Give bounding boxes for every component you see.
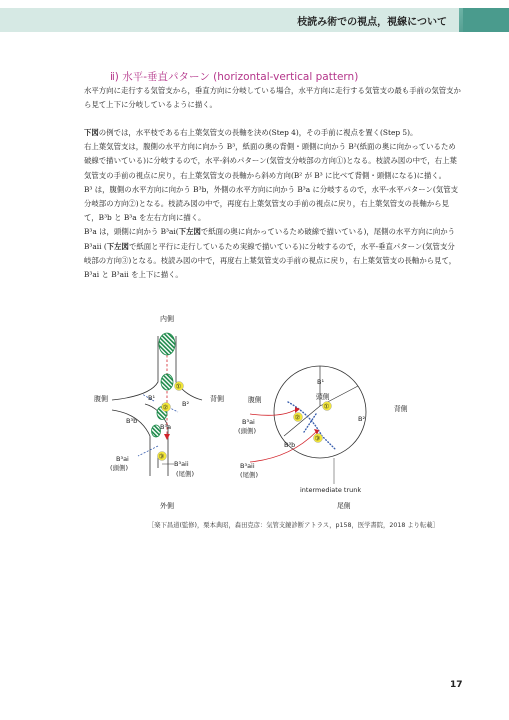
left-ring-2 (161, 374, 173, 390)
right-b3aii-label: B³aii (240, 462, 255, 470)
figure-caption: ［楽下昌道(監修)，栗本典昭，森田克彦：気管支鏡診断アトラス，p158，医学書院，2018 より転載］ (148, 522, 439, 529)
figure-ref-left-1: 下左図 (178, 227, 201, 237)
header-band-dark (463, 8, 509, 32)
left-label-inner: 内側 (160, 315, 174, 323)
left-label-outer: 外側 (160, 502, 174, 510)
left-b2-label: B² (182, 400, 190, 408)
body-paragraphs (84, 126, 462, 282)
right-b3b-label: B³b (284, 441, 296, 449)
right-b3ai-sub: (頭側) (238, 427, 257, 435)
right-trunk-label: intermediate trunk (300, 486, 362, 494)
right-label-cranial: 頭側 (316, 393, 330, 401)
left-b3aii-label: B³aii (174, 460, 189, 468)
left-b3a-label: B³a (160, 423, 172, 431)
left-marker-3: ③ (158, 452, 165, 461)
right-marker-1: ① (323, 402, 330, 411)
right-marker-3: ③ (314, 434, 321, 443)
paragraph-5c: で紙面と平行に走行しているため実線で描いている)に分岐するので，水平-垂直パターン(気管支分岐部の方向③)となる。枝読み図の中で，再度右上葉気管支の手前の視点に戻り，右上葉気管支の長軸から見て，B³ai と B³aii を上下に描く。 (84, 241, 457, 280)
right-b1-label: B¹ (317, 378, 325, 386)
right-label-dorsal: 背側 (394, 405, 408, 413)
page-number: 17 (450, 680, 463, 690)
bronchus-figure (90, 286, 430, 520)
left-ring-1 (159, 333, 175, 355)
left-marker-1: ① (175, 382, 182, 391)
left-diagram (94, 314, 224, 510)
intro-text: 水平方向に走行する気管支から，垂直方向に分岐している場合，水平方向に走行する気管支の最も手前の気管支から見て上下に分岐しているように描く。 (84, 86, 461, 110)
figure-ref-left-2: 下左図 (106, 241, 129, 251)
paragraph-5b: で紙面の奥に向かっているため破線で描いている)，尾側の水平方向に向かう B³aii ( (84, 227, 456, 251)
section-title: ⅱ) 水平-垂直パターン (horizontal-vertical pattern) (110, 71, 359, 83)
right-label-ventral: 腹側 (248, 396, 262, 404)
running-header: 枝読み術での視点，視線について (297, 17, 447, 28)
paragraph-5a: B³a は，頭側に向かう B³ai( (84, 227, 179, 237)
paragraph-2: の例では，水平枝である右上葉気管支の長軸を決め(Step 4)，その手前に視点を置く(Step 5)。 (98, 128, 418, 137)
right-label-caudal: 尾側 (337, 502, 351, 510)
right-b3aii-sub: (尾側) (240, 471, 259, 479)
left-b3ai-sub: (頭側) (110, 464, 129, 472)
left-b3aii-sub: (尾側) (176, 470, 195, 478)
left-bronchus-outline (112, 336, 158, 400)
right-marker-2: ② (294, 413, 301, 422)
figure-ref: 下図 (84, 128, 99, 137)
left-b3ai-line (138, 446, 158, 456)
left-marker-2: ② (162, 403, 169, 412)
paragraph-4: B³ は，腹側の水平方向に向かう B³b，外側の水平方向に向かう B³a に分岐するので，水平-水平パターン(気管支分岐部の方向②)となる。枝読み図の中で，再度右上葉気管支の手前の視点に戻り，右上葉気管支の長軸から見て，B³b と B³a を左右方向に描く。 (84, 184, 458, 223)
left-view-arrowhead (164, 434, 170, 440)
left-label-ventral: 腹側 (94, 395, 108, 403)
right-b2-label: B² (358, 415, 366, 423)
left-b1-label: B¹ (148, 394, 156, 402)
right-b3ai-label: B³ai (242, 418, 255, 426)
left-b3b-label: B³b (126, 417, 138, 425)
paragraph-3: 右上葉気管支は，腹側の水平方向に向かう B³，紙面の奥の背側・頭側に向かう B²(紙面の奥に向かっているため破線で描いている)に分岐するので，水平-斜めパターン(気管支分岐部の方向①)となる。枝読み図の中で，右上葉気管支の手前の視点に戻り，右上葉気管支の長軸から斜め方向(B² が B³ に比べて背側・頭側になる)に描く。 (84, 142, 457, 180)
intro-paragraph (84, 84, 462, 112)
left-b3ai-label: B³ai (116, 455, 129, 463)
left-label-dorsal: 背側 (210, 395, 224, 403)
right-diagram (238, 366, 408, 510)
